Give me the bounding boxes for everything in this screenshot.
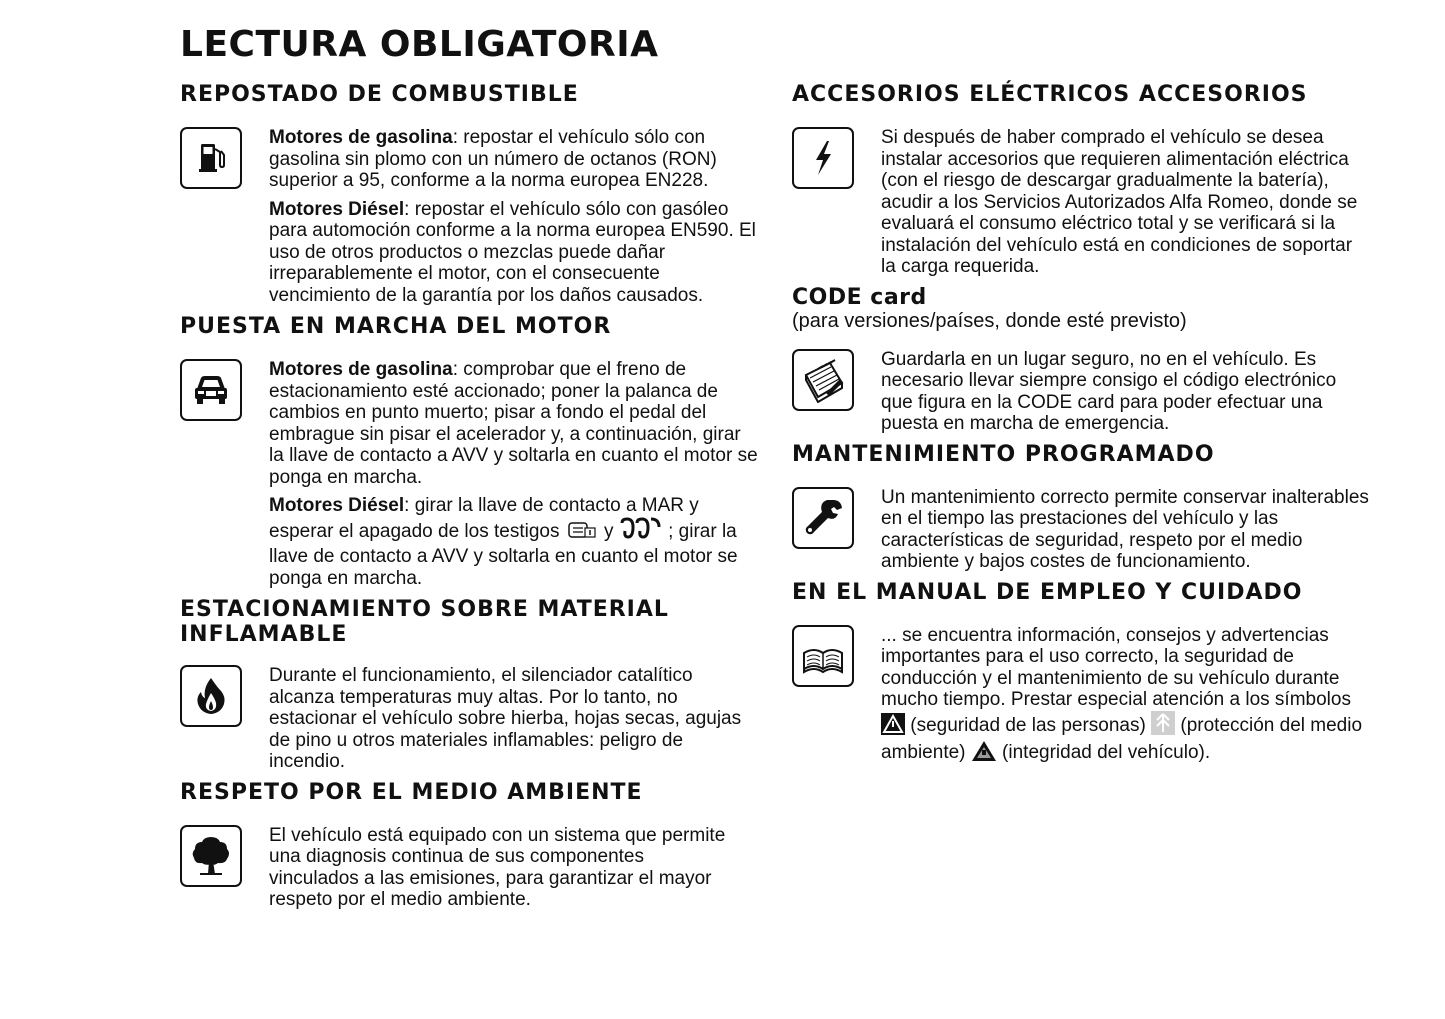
start-text (269, 359, 760, 589)
environment-symbol-icon (1151, 711, 1175, 741)
heading-environment: RESPETO POR EL MEDIO AMBIENTE (180, 779, 643, 805)
warning-triangle-icon (881, 713, 905, 741)
start-block (180, 359, 760, 589)
left-column (180, 80, 760, 918)
heading-parking: ESTACIONAMIENTO SOBRE MATERIAL INFLAMABLE (180, 597, 669, 647)
heading-start: PUESTA EN MARCHA DEL MOTOR (180, 314, 612, 339)
maintenance-block (792, 487, 1372, 573)
heading-fuel: REPOSTADO DE COMBUSTIBLE (180, 82, 579, 107)
start-diesel-text-c: ; girar la llave de contacto a AVV y soltarla en cuanto el motor se ponga en marcha. (269, 520, 738, 589)
environment-paragraph: El vehículo está equipado con un sistema que permite una diagnosis continua de sus componentes vinculados a las emisiones, para garantizar el mayor respeto por el medio ambiente. (269, 824, 726, 910)
page-title: LECTURA OBLIGATORIA (180, 24, 659, 65)
car-front-icon (180, 359, 242, 421)
maintenance-text (881, 487, 1371, 573)
fuel-gasoline-text: : repostar el vehículo sólo con gasolina sin plomo con un número de octanos (RON) superior a 95, conforme a la norma europea EN228. (269, 127, 717, 191)
parking-text (269, 665, 749, 773)
preheat-coil-icon (619, 517, 663, 547)
heading-maintenance: MANTENIMIENTO PROGRAMADO (792, 441, 1215, 467)
heading-electrical: ACCESORIOS ELÉCTRICOS ACCESORIOS (792, 82, 1308, 107)
electrical-block (792, 127, 1372, 278)
fuel-text (269, 127, 760, 306)
manual-text-2: (seguridad de las personas) (905, 714, 1152, 736)
start-gasoline-label: Motores de gasolina (269, 359, 453, 380)
fuel-gasoline-label: Motores de gasolina (269, 127, 453, 148)
code-card-block (792, 349, 1372, 435)
parking-paragraph: Durante el funcionamiento, el silenciador catalítico alcanza temperaturas muy altas. Por lo tanto, no estacionar el vehículo sobre hierba, hojas secas, agujas de pino u otros materiales inflamables: peligro de incendio. (269, 665, 742, 772)
environment-block (180, 825, 760, 911)
start-gasoline-text: : comprobar que el freno de estacionamiento esté accionado; poner la palanca de cambios en punto muerto; pisar a fondo el pedal del embrague sin pisar el acelerador y, a continuación, girar la llave de contacto a AVV y soltarla en cuanto el motor se ponga en marcha. (269, 359, 758, 488)
wrench-icon (792, 487, 854, 549)
open-book-icon (792, 625, 854, 687)
code-card-paragraph: Guardarla en un lugar seguro, no en el vehículo. Es necesario llevar siempre consigo el código electrónico que figura en la CODE card para poder efectuar una puesta en marcha de emergencia. (881, 348, 1337, 434)
manual-block (792, 625, 1372, 768)
parking-block (180, 665, 760, 773)
manual-text-3: (protección del medio ambiente) (881, 714, 1363, 763)
electrical-text (881, 127, 1371, 278)
start-diesel-text-a: : girar la llave de contacto a MAR y esperar el apagado de los testigos (269, 495, 699, 542)
code-card-text (881, 349, 1351, 435)
heading-code-card: CODE card (792, 284, 927, 310)
right-column (792, 80, 1372, 775)
manual-text (881, 625, 1373, 768)
code-card-subheading: (para versiones/países, donde esté previsto) (792, 309, 1187, 332)
flame-icon (180, 665, 242, 727)
fuel-block (180, 127, 760, 306)
glow-plug-warning-icon (565, 519, 599, 547)
fuel-diesel-label: Motores Diésel (269, 198, 405, 220)
vehicle-integrity-icon (971, 740, 997, 768)
fuel-pump-icon (180, 127, 242, 189)
start-diesel-label: Motores Diésel (269, 495, 405, 516)
lightning-icon (792, 127, 854, 189)
maintenance-paragraph: Un mantenimiento correcto permite conservar inalterables en el tiempo las prestaciones del vehículo y las características de seguridad, respeto por el medio ambiente y bajos costes de funcionamiento. (881, 486, 1369, 572)
manual-text-1: ... se encuentra información, consejos y advertencias importantes para el uso correcto, la seguridad de conducción y el mantenimiento de su vehículo durante mucho tiempo. Prestar especial atención a los símbolos (881, 624, 1351, 710)
notebook-pen-icon (792, 349, 854, 411)
environment-text (269, 825, 739, 911)
electrical-paragraph: Si después de haber comprado el vehículo se desea instalar accesorios que requieren alimentación eléctrica (con el riesgo de descargar gradualmente la batería), acudir a los Servicios Autorizados Alfa Romeo, donde se evaluará el consumo eléctrico total y se verificará si la instalación del vehículo está en condiciones de soportar la carga requerida. (881, 127, 1358, 277)
manual-text-4: (integridad del vehículo). (996, 742, 1211, 763)
tree-icon (180, 825, 242, 887)
fuel-diesel-text: : repostar el vehículo sólo con gasóleo para automoción conforme a la norma europea EN590. El uso de otros productos o mezclas puede dañar irreparablemente el motor, con el consecuente vencimiento de la garantía por los daños causados. (269, 198, 756, 306)
start-diesel-text-b: y (598, 520, 619, 542)
heading-manual: EN EL MANUAL DE EMPLEO Y CUIDADO (792, 579, 1303, 605)
